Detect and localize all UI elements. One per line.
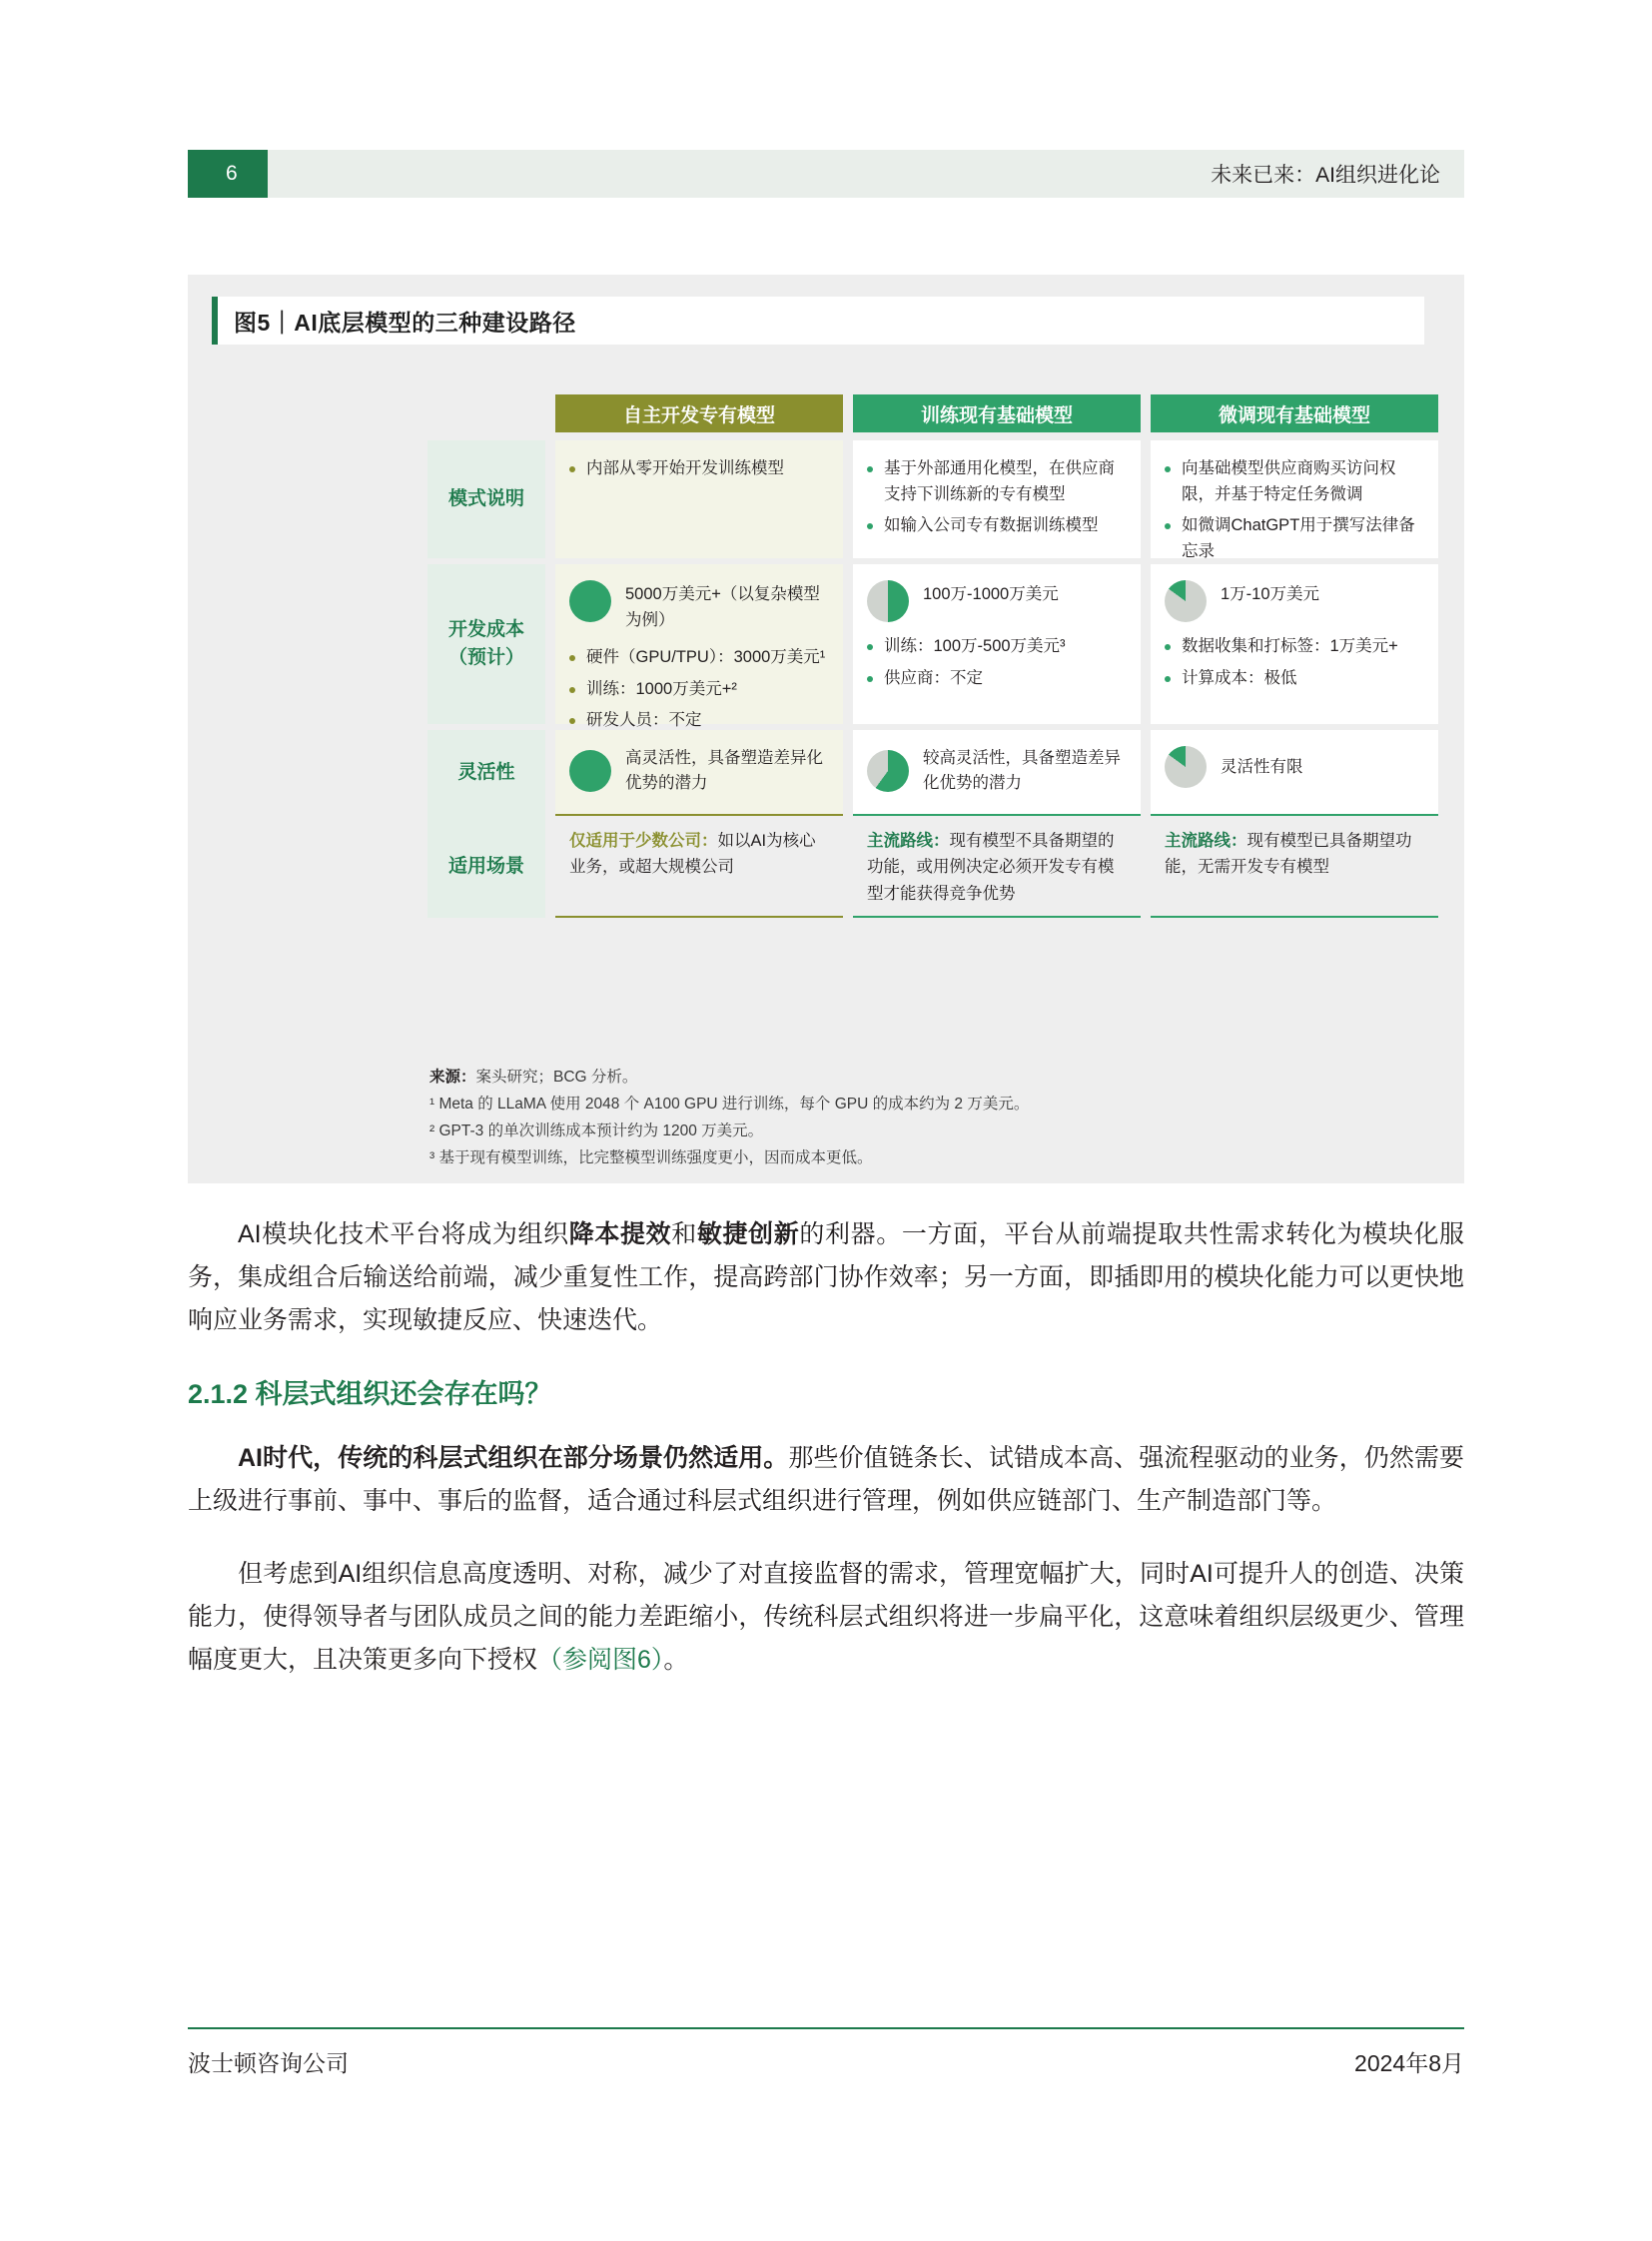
row-label-flexibility: 灵活性 — [427, 730, 545, 816]
flex-a-text: 高灵活性，具备塑造差异化优势的潜力 — [625, 749, 823, 792]
scenario-c-key: 主流路线： — [1165, 832, 1247, 850]
para2-bold: AI时代，传统的科层式组织在部分场景仍然适用。 — [238, 1444, 789, 1472]
scenario-a-text: 如以AI为核心业务，或超大规模公司 — [569, 832, 816, 877]
paragraph-1 — [188, 1213, 1464, 1342]
column-header-row — [427, 394, 1436, 432]
cost-c-headline: 1万-10万美元 — [1221, 585, 1320, 603]
cell-cost-c — [1151, 564, 1438, 724]
paragraph-3 — [188, 1553, 1464, 1682]
flex-donut-b-icon — [867, 750, 909, 792]
flex-c-text: 灵活性有限 — [1221, 757, 1303, 776]
column-a — [555, 394, 843, 432]
cell-cost-b — [853, 564, 1141, 724]
column-c — [1151, 394, 1438, 432]
cost-c-item: 数据收集和打标签：1万美元+ — [1165, 634, 1424, 660]
cell-flex-a — [555, 730, 843, 816]
row-label-cost-line2: （预计） — [447, 647, 524, 668]
cost-a-item: 研发人员：不定 — [569, 708, 829, 734]
cell-flex-b — [853, 730, 1141, 816]
source-text: 案头研究；BCG 分析。 — [475, 1069, 638, 1086]
figure-panel — [188, 275, 1464, 1183]
mode-a-item: 内部从零开始开发训练模型 — [569, 456, 829, 482]
cost-donut-a-icon — [569, 580, 611, 622]
page-footer — [188, 2045, 1464, 2078]
figure-source-notes — [429, 1064, 1428, 1172]
cost-a-item: 硬件（GPU/TPU）：3000万美元¹ — [569, 645, 829, 671]
mode-b-item: 基于外部通用化模型，在供应商支持下训练新的专有模型 — [867, 456, 1127, 507]
mode-c-item: 向基础模型供应商购买访问权限，并基于特定任务微调 — [1165, 456, 1424, 507]
cell-mode-a — [555, 440, 843, 558]
figure-footnote: ¹ Meta 的 LLaMA 使用 2048 个 A100 GPU 进行训练，每个 GPU 的成本约为 2 万美元。 — [429, 1096, 1030, 1114]
row-label-scenario: 适用场景 — [427, 816, 545, 918]
column-header-c: 微调现有基础模型 — [1151, 394, 1438, 432]
figure-title-bar — [212, 297, 1424, 345]
cell-flex-c — [1151, 730, 1438, 816]
cell-cost-a — [555, 564, 843, 730]
cost-b-headline: 100万-1000万美元 — [923, 585, 1059, 603]
cell-mode-b — [853, 440, 1141, 558]
cost-a-item: 训练：1000万美元+² — [569, 677, 829, 703]
para3-pre: 但考虑到AI组织信息高度透明、对称，减少了对直接监督的需求，管理宽幅扩大，同时AI可提升人的创造、决策能力，使得领导者与团队成员之间的能力差距缩小，传统科层式组织将进一步扁平化，这意味着组织层级更少、管理幅度更大，且决策更多向下授权 — [188, 1560, 1464, 1674]
mode-c-item: 如微调ChatGPT用于撰写法律备忘录 — [1165, 513, 1424, 564]
cost-donut-b-icon — [867, 580, 909, 622]
row-label-mode: 模式说明 — [427, 440, 545, 558]
corner-spacer — [427, 394, 545, 432]
figure-footnote: ² GPT-3 的单次训练成本预计约为 1200 万美元。 — [429, 1122, 764, 1140]
cell-mode-c — [1151, 440, 1438, 558]
cost-b-item: 训练：100万-500万美元³ — [867, 634, 1127, 660]
para3-end: 。 — [663, 1646, 689, 1674]
body-content — [188, 1213, 1464, 1712]
page-number: 6 — [188, 150, 268, 198]
para1-post: 的利器。一方面，平台从前端提取共性需求转化为模块化服务，集成组合后输送给前端，减少重复性工作，提高跨部门协作效率；另一方面，即插即用的模块化能力可以更快地响应业务需求，实现敏捷反应、快速迭代。 — [188, 1220, 1464, 1334]
para1-bold-2: 敏捷创新 — [696, 1220, 800, 1248]
figure-grid — [427, 394, 1436, 918]
column-header-b: 训练现有基础模型 — [853, 394, 1141, 432]
para2-rest: 那些价值链条长、试错成本高、强流程驱动的业务，仍然需要上级进行事前、事中、事后的监督，适合通过科层式组织进行管理，例如供应链部门、生产制造部门等。 — [188, 1444, 1464, 1515]
scenario-b-text: 现有模型不具备期望的功能，或用例决定必须开发专有模型才能获得竞争优势 — [867, 832, 1115, 903]
flex-donut-a-icon — [569, 750, 611, 792]
row-flexibility — [427, 730, 1436, 816]
para1-mid: 和 — [671, 1220, 697, 1248]
row-label-cost — [427, 564, 545, 724]
flex-b-text: 较高灵活性，具备塑造差异化优势的潜力 — [923, 749, 1121, 792]
para1-bold-1: 降本提效 — [568, 1220, 672, 1248]
footer-divider — [188, 2027, 1464, 2029]
paragraph-2 — [188, 1437, 1464, 1523]
source-label: 来源： — [429, 1069, 476, 1086]
para1-pre: AI模块化技术平台将成为组织 — [238, 1220, 569, 1248]
scenario-a-key: 仅适用于少数公司： — [569, 832, 718, 850]
cost-b-item: 供应商：不定 — [867, 666, 1127, 692]
footer-company: 波士顿咨询公司 — [188, 2050, 349, 2076]
page-header — [188, 150, 1464, 198]
cost-donut-c-icon — [1165, 580, 1207, 622]
cell-scenario-b — [853, 816, 1141, 918]
figure-footnote: ³ 基于现有模型训练，比完整模型训练强度更小，因而成本更低。 — [429, 1149, 873, 1167]
mode-b-item: 如输入公司专有数据训练模型 — [867, 513, 1127, 539]
scenario-b-key: 主流路线： — [867, 832, 950, 850]
figure-cross-reference[interactable]: （参阅图6） — [537, 1646, 664, 1674]
row-mode — [427, 440, 1436, 558]
row-label-cost-line1: 开发成本 — [447, 619, 524, 641]
header-doc-title: 未来已来：AI组织进化论 — [268, 150, 1464, 198]
row-scenario — [427, 816, 1436, 918]
scenario-c-text: 现有模型已具备期望功能，无需开发专有模型 — [1165, 832, 1412, 877]
figure-title: 图5｜AI底层模型的三种建设路径 — [234, 309, 576, 336]
row-cost — [427, 564, 1436, 730]
cell-scenario-c — [1151, 816, 1438, 918]
cost-c-item: 计算成本：极低 — [1165, 666, 1424, 692]
footer-date: 2024年8月 — [1354, 2050, 1464, 2076]
flex-donut-c-icon — [1165, 746, 1207, 788]
cell-scenario-a — [555, 816, 843, 918]
column-b — [853, 394, 1141, 432]
column-header-a: 自主开发专有模型 — [555, 394, 843, 432]
section-heading: 2.1.2 科层式组织还会存在吗？ — [188, 1379, 552, 1409]
cost-a-headline: 5000万美元+（以复杂模型为例） — [625, 585, 820, 629]
